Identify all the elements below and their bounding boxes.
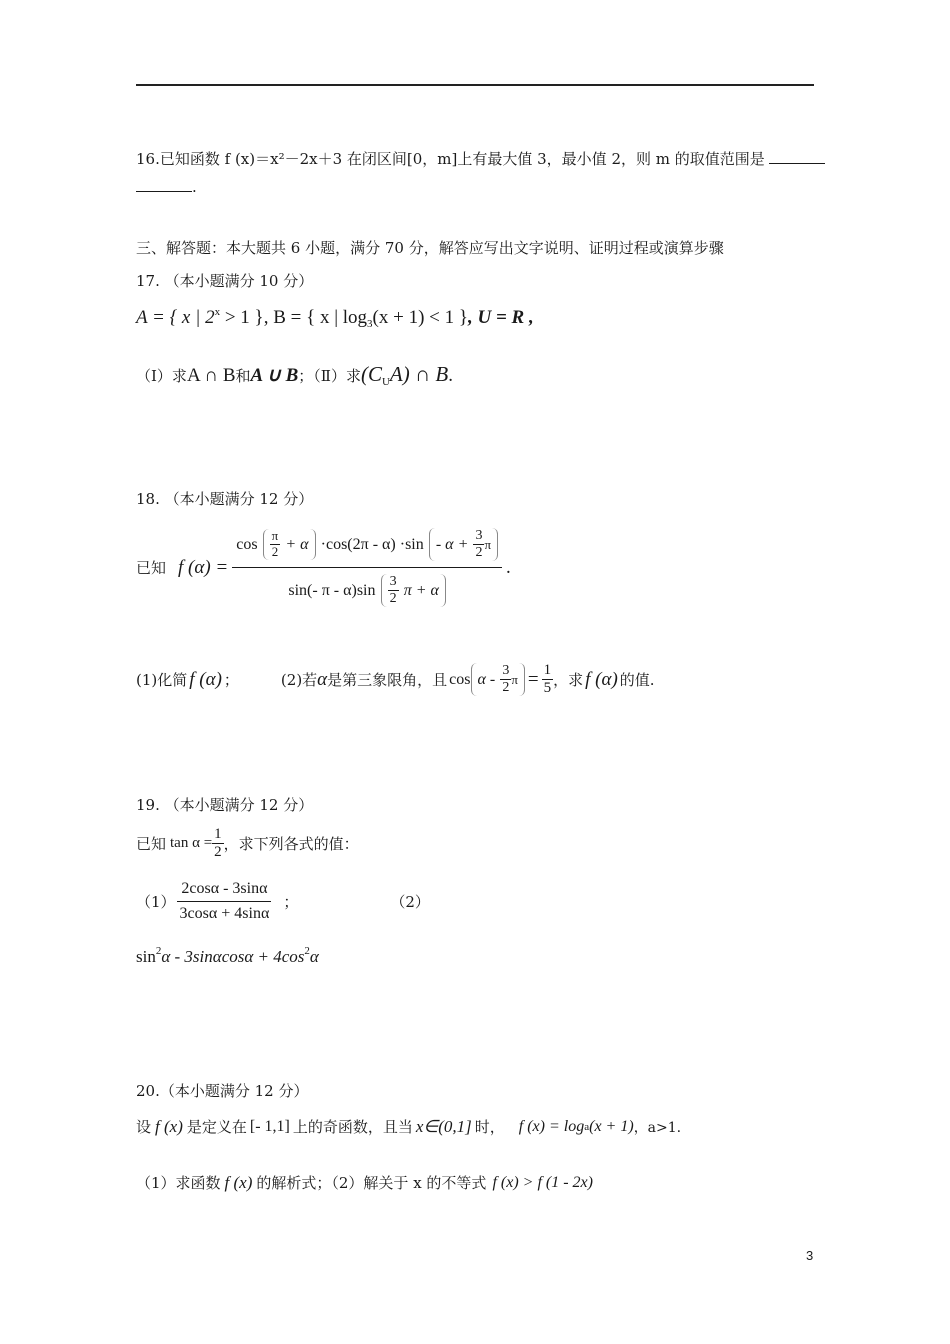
q19-given-label: 已知 bbox=[136, 835, 167, 854]
q18-cos-paren bbox=[471, 663, 525, 696]
one-fifth bbox=[542, 662, 554, 698]
set-u-def: , U = R , bbox=[468, 307, 534, 328]
q17-end: . bbox=[448, 365, 453, 386]
q18-numerator bbox=[232, 526, 502, 568]
den-two: 2 bbox=[389, 591, 397, 607]
header-rule bbox=[136, 84, 814, 86]
q18-num-cos: cos bbox=[236, 536, 258, 554]
q20-interval: [- 1,1] bbox=[249, 1117, 290, 1135]
q19-p1-num: 2cosα - 3sinα bbox=[177, 880, 271, 902]
q20-base: a bbox=[584, 1120, 590, 1133]
q18-part1-expr: f (α) bbox=[189, 668, 222, 690]
q18-ask-expr: f (α) bbox=[585, 668, 618, 690]
q20-inequality: f (x) > f (1 - 2x) bbox=[492, 1173, 593, 1191]
q19-tan: tan α = bbox=[170, 835, 213, 852]
sin: sin bbox=[136, 947, 156, 966]
q18-ask-end: 的值. bbox=[619, 671, 655, 690]
q20-def2: (x + 1) bbox=[589, 1117, 634, 1135]
q20-l2-a: （1）求函数 bbox=[136, 1174, 221, 1192]
q18-part1: (1)化简 bbox=[136, 671, 188, 690]
q18-cos: cos bbox=[449, 670, 471, 688]
q18-num-paren2 bbox=[429, 528, 498, 561]
three-over-two bbox=[473, 528, 484, 561]
sq1: 2 bbox=[155, 945, 162, 957]
q18-cos-frac bbox=[500, 663, 511, 696]
q18-main-fraction bbox=[232, 526, 502, 609]
set-b-base: 3 bbox=[367, 318, 373, 330]
q20-header: 20.（本小题满分 12 分） bbox=[136, 1082, 309, 1100]
set-a-tail: > 1 } bbox=[220, 307, 264, 328]
sq2: 2 bbox=[304, 945, 310, 957]
q19-p1-end: ； bbox=[283, 893, 299, 912]
q18-den-paren bbox=[381, 574, 446, 607]
q17-set-definitions bbox=[136, 306, 534, 330]
q20-l1-c: 上的奇函数，且当 bbox=[292, 1118, 413, 1136]
set-b-def: , B = { x | log bbox=[263, 307, 368, 328]
q20-fx: f (x) bbox=[155, 1116, 183, 1136]
q19-p1-fraction bbox=[176, 880, 274, 924]
q18-period: . bbox=[506, 556, 511, 578]
q18-part1-end: ； bbox=[223, 671, 239, 690]
q17-expr3-sub: U bbox=[381, 376, 390, 388]
pi-2: π bbox=[484, 537, 492, 553]
q16-end: . bbox=[192, 178, 197, 196]
q19-part1 bbox=[136, 880, 430, 924]
q17-sep: ；（Ⅱ）求 bbox=[298, 367, 361, 385]
q18-part2-mid: 是第三象限角，且 bbox=[327, 671, 448, 690]
q20-xin: x∈(0,1] bbox=[415, 1116, 472, 1136]
three: 3 bbox=[473, 528, 484, 545]
q18-eq: = bbox=[527, 668, 539, 690]
q20-def: f (x) = log bbox=[518, 1117, 585, 1135]
q19-half bbox=[212, 826, 224, 862]
set-b-tail: (x + 1) < 1 } bbox=[372, 307, 468, 328]
q18-denominator bbox=[284, 568, 450, 609]
plus-alpha: + α bbox=[285, 536, 309, 554]
q19-given bbox=[136, 826, 359, 862]
q19-p1-label: （1） bbox=[136, 893, 176, 912]
q17-expr3b: A) ∩ B bbox=[389, 362, 449, 386]
section-3-title: 三、解答题：本大题共 6 小题，满分 70 分，解答应写出文字说明、证明过程或演算步骤 bbox=[136, 239, 724, 257]
q18-parts bbox=[136, 662, 655, 698]
q17-part1: （Ⅰ）求 bbox=[136, 367, 187, 385]
q17-and: 和 bbox=[235, 367, 251, 385]
den-three-over-two bbox=[388, 574, 399, 607]
q18-num-paren1 bbox=[263, 529, 316, 560]
five: 5 bbox=[543, 680, 552, 697]
cos-three: 3 bbox=[500, 663, 511, 680]
alpha: α bbox=[309, 947, 319, 966]
q20-l1-e: ，a>1. bbox=[633, 1119, 682, 1136]
set-a-exp: x bbox=[214, 306, 221, 318]
q18-given: 已知 bbox=[136, 559, 167, 578]
answer-blank-2 bbox=[136, 191, 192, 192]
q18-given-formula bbox=[136, 526, 511, 609]
two: 2 bbox=[271, 544, 279, 560]
q17-expr3a: (C bbox=[360, 362, 382, 386]
q18-alpha: α bbox=[317, 668, 328, 690]
q19-header: 19. （本小题满分 12 分） bbox=[136, 796, 314, 814]
one: 1 bbox=[542, 662, 554, 680]
q17-expr2: A ∪ B bbox=[250, 365, 299, 386]
q18-ask: ，求 bbox=[553, 671, 584, 690]
q20-l2-fx: f (x) bbox=[224, 1172, 253, 1192]
q18-part2: (2)若 bbox=[280, 671, 318, 690]
den-tail: π + α bbox=[403, 582, 439, 600]
two-b: 2 bbox=[475, 545, 483, 561]
one: 1 bbox=[212, 826, 224, 844]
q16-line2 bbox=[136, 178, 197, 196]
q18-cos-inner: α - bbox=[477, 671, 496, 689]
q16-line1 bbox=[136, 148, 825, 169]
q19-p2-expression bbox=[136, 945, 319, 967]
q19-p1-den: 3cosα + 4sinα bbox=[179, 905, 270, 923]
q20-l1-d: 时， bbox=[474, 1118, 505, 1136]
den-three: 3 bbox=[388, 574, 399, 591]
q18-num-cos2: ·cos(2π - α) ·sin bbox=[320, 536, 424, 554]
pi: π bbox=[271, 528, 279, 544]
q18-lhs: f (α) = bbox=[178, 556, 229, 578]
q20-l1-a: 设 bbox=[136, 1118, 152, 1136]
pi-over-2 bbox=[270, 529, 281, 560]
q20-line1 bbox=[136, 1116, 681, 1137]
q17-expr1: A ∩ B bbox=[186, 365, 236, 386]
cos-two: 2 bbox=[502, 680, 510, 696]
q20-line2 bbox=[136, 1172, 593, 1193]
q17-parts bbox=[136, 362, 453, 388]
q20-l1-b: 是定义在 bbox=[186, 1118, 247, 1136]
q17-header: 17. （本小题满分 10 分） bbox=[136, 272, 314, 290]
q19-given-end: ，求下列各式的值： bbox=[223, 835, 359, 854]
q18-header: 18. （本小题满分 12 分） bbox=[136, 490, 314, 508]
q16-text: 16.已知函数 f (x)＝x²－2x＋3 在闭区间[0，m]上有最大值 3，最小值 2，则 m 的取值范围是 bbox=[136, 150, 765, 168]
q18-den-sin: sin(- π - α)sin bbox=[288, 582, 376, 600]
middle: α - 3sinαcosα + 4cos bbox=[161, 947, 305, 966]
minus-alpha: - α + bbox=[435, 536, 469, 554]
q19-p2-label: （2） bbox=[390, 893, 430, 912]
two: 2 bbox=[214, 844, 222, 861]
page-number: 3 bbox=[806, 1248, 814, 1263]
cos-pi: π bbox=[511, 672, 518, 688]
answer-blank bbox=[769, 163, 825, 164]
q20-l2-b: 的解析式；（2）解关于 x 的不等式 bbox=[256, 1174, 487, 1192]
set-a-def: A = { x | 2 bbox=[136, 307, 215, 328]
